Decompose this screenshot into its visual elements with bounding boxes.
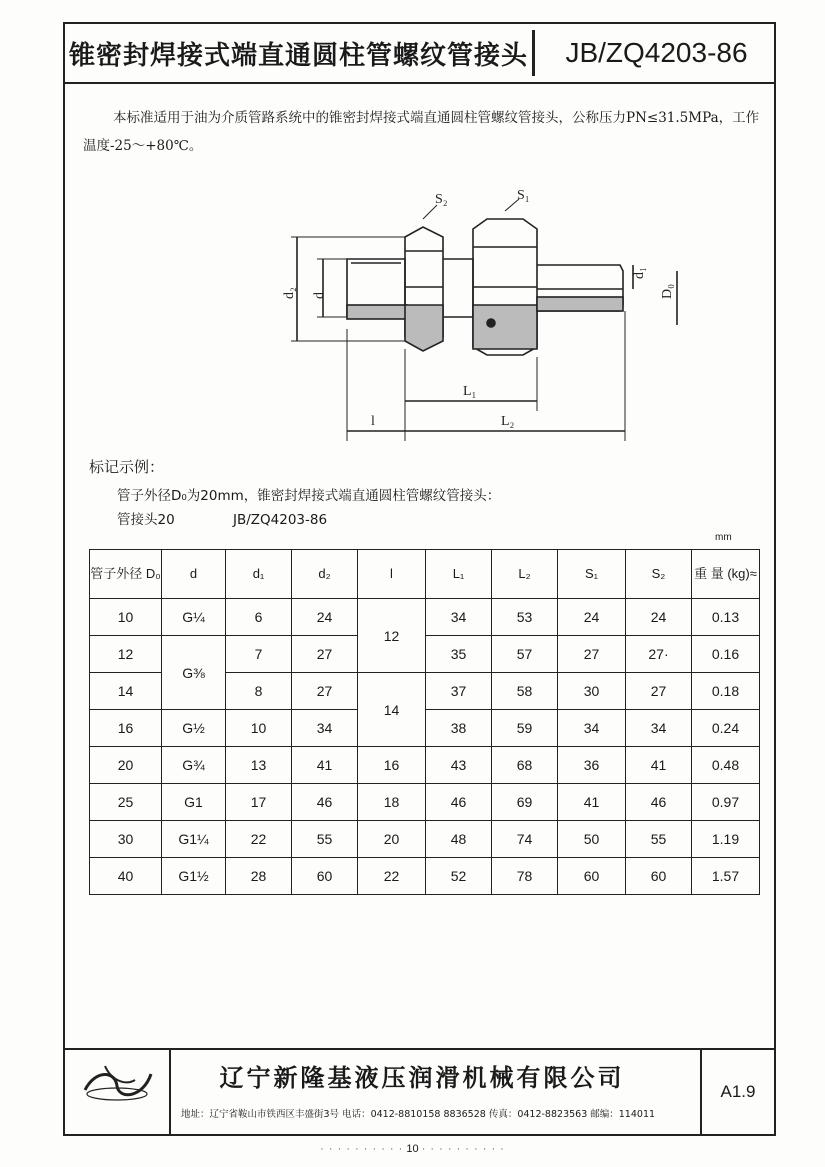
cell-l1: 48 [426, 821, 492, 858]
cell-s2: 41 [626, 747, 692, 784]
cell-s1: 24 [558, 599, 626, 636]
header-l1: L₁ [426, 550, 492, 599]
label-l1: L₁ [463, 384, 477, 399]
cell-s1: 60 [558, 858, 626, 895]
cell-d0: 16 [90, 710, 162, 747]
cell-d1: 8 [226, 673, 292, 710]
label-d0: D₀ [660, 284, 675, 299]
cell-s2: 27· [626, 636, 692, 673]
cell-s2: 27 [626, 673, 692, 710]
cell-d0: 20 [90, 747, 162, 784]
page-number: 10 [406, 1143, 419, 1155]
cell-l1: 37 [426, 673, 492, 710]
cell-l1: 34 [426, 599, 492, 636]
cell-d2: 24 [292, 599, 358, 636]
footer [65, 1048, 774, 1134]
cell-d1: 13 [226, 747, 292, 784]
marking-heading: 标记示例： [89, 458, 165, 476]
marking-line-2 [117, 508, 327, 528]
cell-d1: 10 [226, 710, 292, 747]
cell-weight: 0.18 [692, 673, 760, 710]
cell-weight: 0.48 [692, 747, 760, 784]
cell-d: G¼ [162, 599, 226, 636]
logo-text [65, 1114, 169, 1122]
cell-d0: 10 [90, 599, 162, 636]
cell-s1: 41 [558, 784, 626, 821]
cell-s2: 34 [626, 710, 692, 747]
cell-l1: 35 [426, 636, 492, 673]
header-d2: d₂ [292, 550, 358, 599]
cell-weight: 1.19 [692, 821, 760, 858]
cell-d1: 17 [226, 784, 292, 821]
cell-d0: 14 [90, 673, 162, 710]
title-divider [532, 30, 535, 76]
cell-weight: 0.16 [692, 636, 760, 673]
logo-mark-icon [65, 1050, 169, 1110]
cell-d1: 7 [226, 636, 292, 673]
label-d1: d₁ [632, 267, 647, 279]
cell-l: 18 [358, 784, 426, 821]
header-d0: 管子外径 D₀ [90, 550, 162, 599]
label-s1: S₁ [517, 188, 530, 203]
cell-l: 16 [358, 747, 426, 784]
cell-l2: 74 [492, 821, 558, 858]
label-d: d [312, 292, 327, 299]
cell-l2: 69 [492, 784, 558, 821]
cell-l: 20 [358, 821, 426, 858]
cell-l1: 43 [426, 747, 492, 784]
dots-right: · · · · · · · · · · [421, 1143, 505, 1155]
cell-l: 14 [358, 673, 426, 747]
cell-d: G¾ [162, 747, 226, 784]
cell-d2: 46 [292, 784, 358, 821]
label-l2: L₂ [501, 414, 515, 429]
cell-d: G½ [162, 710, 226, 747]
cell-d0: 30 [90, 821, 162, 858]
cell-weight: 0.13 [692, 599, 760, 636]
cell-s1: 36 [558, 747, 626, 784]
header-weight: 重 量 (kg)≈ [692, 550, 760, 599]
table-row [90, 747, 760, 784]
cell-s2: 55 [626, 821, 692, 858]
cell-d: G1¼ [162, 821, 226, 858]
header-l: l [358, 550, 426, 599]
document-frame [63, 22, 776, 1136]
cell-s1: 50 [558, 821, 626, 858]
company-logo [65, 1050, 171, 1134]
company-address: 地址：辽宁省鞍山市铁西区丰盛街3号 电话：0412-8810158 8836528 传真：0412-8823563 邮编：114011 [181, 1109, 656, 1120]
cell-d0: 12 [90, 636, 162, 673]
unit-label: mm [715, 532, 732, 543]
cell-d2: 27 [292, 636, 358, 673]
cell-l2: 58 [492, 673, 558, 710]
cell-s1: 34 [558, 710, 626, 747]
cell-weight: 0.24 [692, 710, 760, 747]
spec-table [89, 549, 760, 895]
table-row [90, 599, 760, 636]
cell-l1: 38 [426, 710, 492, 747]
cell-l1: 52 [426, 858, 492, 895]
cell-d: G1 [162, 784, 226, 821]
cell-weight: 0.97 [692, 784, 760, 821]
intro-paragraph: 本标准适用于油为介质管路系统中的锥密封焊接式端直通圆柱管螺纹管接头，公称压力PN≤31.5MPa，工作温度-25～+80℃。 [83, 110, 760, 154]
table-row [90, 821, 760, 858]
cell-s2: 46 [626, 784, 692, 821]
title-bar [65, 24, 774, 84]
cell-d1: 28 [226, 858, 292, 895]
header-s2: S₂ [626, 550, 692, 599]
header-d1: d₁ [226, 550, 292, 599]
document-title: 锥密封焊接式端直通圆柱管螺纹管接头 [68, 40, 528, 71]
marking-code: JB/ZQ4203-86 [232, 512, 328, 528]
header-s1: S₁ [558, 550, 626, 599]
cell-l2: 68 [492, 747, 558, 784]
standard-code: JB/ZQ4203-86 [565, 37, 748, 68]
header-d: d [162, 550, 226, 599]
label-l: l [371, 414, 375, 429]
marking-name: 管接头20 [117, 512, 175, 528]
cell-d0: 40 [90, 858, 162, 895]
cell-d: G1½ [162, 858, 226, 895]
cell-d: G⅜ [162, 636, 226, 710]
label-d2: d₂ [282, 287, 297, 299]
table-header-row [90, 550, 760, 599]
cell-s1: 27 [558, 636, 626, 673]
sheet-code: A1.9 [700, 1050, 774, 1134]
header-l2: L₂ [492, 550, 558, 599]
cell-d2: 60 [292, 858, 358, 895]
cell-weight: 1.57 [692, 858, 760, 895]
cell-d2: 41 [292, 747, 358, 784]
page-number-row [0, 1143, 825, 1155]
cell-s2: 60 [626, 858, 692, 895]
cell-s2: 24 [626, 599, 692, 636]
table-row [90, 784, 760, 821]
fitting-drawing [205, 188, 675, 444]
cell-l: 12 [358, 599, 426, 673]
marking-line-1: 管子外径D₀为20mm，锥密封焊接式端直通圆柱管螺纹管接头： [117, 488, 501, 504]
cell-l2: 59 [492, 710, 558, 747]
cell-l2: 78 [492, 858, 558, 895]
table-row [90, 858, 760, 895]
cell-l2: 57 [492, 636, 558, 673]
cell-d1: 6 [226, 599, 292, 636]
cell-l: 22 [358, 858, 426, 895]
dots-left: · · · · · · · · · · [320, 1143, 404, 1155]
cell-l2: 53 [492, 599, 558, 636]
company-name: 辽宁新隆基液压润滑机械有限公司 [219, 1064, 625, 1092]
cell-l1: 46 [426, 784, 492, 821]
cell-s1: 30 [558, 673, 626, 710]
cell-d0: 25 [90, 784, 162, 821]
cell-d2: 55 [292, 821, 358, 858]
cell-d2: 34 [292, 710, 358, 747]
cell-d2: 27 [292, 673, 358, 710]
label-s2: S₂ [435, 192, 448, 207]
cell-d1: 22 [226, 821, 292, 858]
